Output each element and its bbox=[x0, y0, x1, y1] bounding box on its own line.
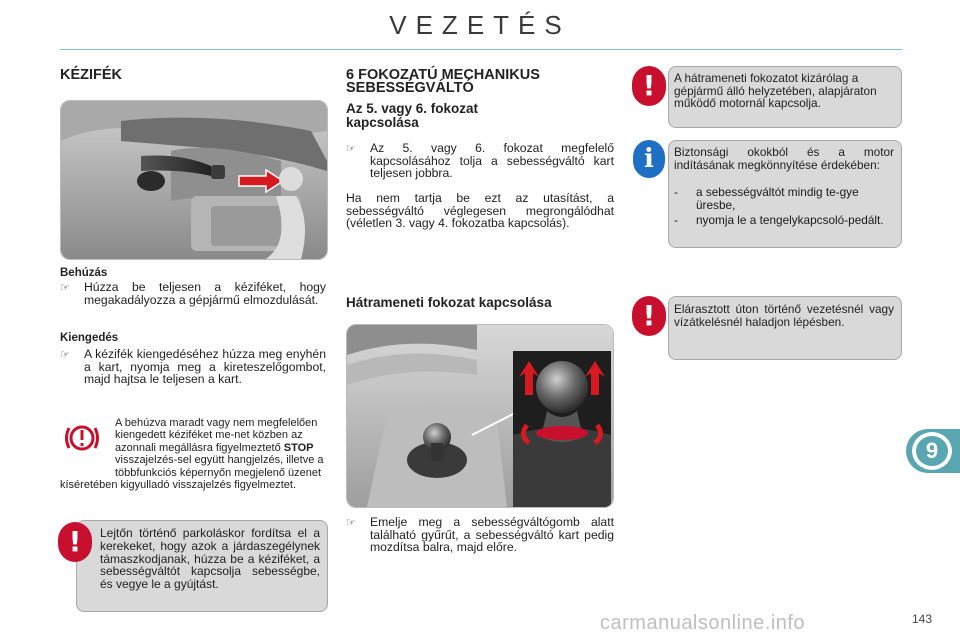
bullet-engage-text: Húzza be teljesen a kéziféket, hogy megakadályozza a gépjármű elmozdulását. bbox=[84, 280, 326, 307]
bullet-release-text: A kézifék kiengedéséhez húzza meg enyhén a kart, nyomja meg a kireteszelőgombot, majd hajtsa le teljesen a kart. bbox=[84, 347, 326, 387]
section-title-handbrake: KÉZIFÉK bbox=[60, 67, 123, 83]
info-icon: i bbox=[633, 140, 665, 178]
watermark: carmanualsonline.info bbox=[600, 612, 806, 634]
parking-warning-text: Lejtőn történő parkoláskor fordítsa el a kerekeket, hogy azok a járdaszegélynek támaszkodjanak, húzza be a kéziféket, a sebességváltót kapcsolja sebességbe, és vegye le a gyújtást. bbox=[100, 526, 320, 592]
stop-note-text-after: visszajelzés-sel együtt hangjelzés, illetve a többfunkciós képernyőn megjelenő üzenet kíséretében kigyulladó visszajelzés figyelmeztet. bbox=[60, 454, 324, 492]
safety-info-item-2-text: nyomja le a tengelykapcsoló-pedált. bbox=[696, 213, 884, 227]
list-dash: - bbox=[674, 185, 678, 199]
handbrake-illustration bbox=[61, 101, 327, 259]
stop-warning-note bbox=[60, 417, 326, 491]
safety-info-item-2 bbox=[674, 214, 896, 227]
gear-lever-illustration bbox=[347, 325, 613, 507]
subheading-5-6-gear-line1: Az 5. vagy 6. fokozat bbox=[346, 101, 479, 116]
pointing-hand-icon: ☞ bbox=[346, 143, 356, 155]
bullet-reverse-gear-text: Emelje meg a sebességváltógomb alatt található gyűrűt, a sebességváltó kart pedig mozdítsa balra, majd előre. bbox=[370, 515, 614, 555]
flood-warning-text: Elárasztott úton történő vezetésnél vagy vízátkelésnél haladjon lépésben. bbox=[674, 302, 894, 329]
pointing-hand-icon: ☞ bbox=[346, 517, 356, 529]
heading-release: Kiengedés bbox=[60, 332, 119, 344]
heading-engage: Behúzás bbox=[60, 267, 108, 279]
gear-lever-photo bbox=[346, 324, 614, 508]
bullet-5-6-gear-text: Az 5. vagy 6. fokozat megfelelő kapcsolásához tolja a sebességváltó kart teljesen jobbra. bbox=[370, 141, 614, 181]
chapter-number: 9 bbox=[916, 436, 948, 466]
bullet-5-6-gear bbox=[346, 142, 614, 180]
list-dash: - bbox=[674, 213, 678, 227]
warning-icon: ! bbox=[632, 66, 666, 106]
section-title-gearbox-line1: 6 FOKOZATÚ MECHANIKUS bbox=[346, 67, 540, 83]
gearbox-damage-paragraph: Ha nem tartja be ezt az utasítást, a sebességváltó véglegesen megrongálódhat (véletlen 3. vagy 4. fokozatba kapcsolás). bbox=[346, 191, 614, 231]
header-divider bbox=[60, 49, 902, 50]
handbrake-photo bbox=[60, 100, 328, 260]
reverse-warning-text: A hátrameneti fokozatot kizárólag a gépjármű álló helyzetében, alapjáraton működő motornál kapcsolja. bbox=[674, 71, 877, 110]
page-number: 143 bbox=[911, 612, 932, 626]
safety-info-item-1 bbox=[674, 186, 896, 211]
safety-info-item-1-text: a sebességváltót mindig te-gye üresbe, bbox=[696, 185, 859, 212]
bullet-reverse-gear bbox=[346, 516, 614, 554]
safety-info-intro: Biztonsági okokból és a motor indításának megkönnyítése érdekében: bbox=[674, 145, 894, 172]
bullet-engage bbox=[60, 281, 326, 306]
bullet-release bbox=[60, 348, 326, 386]
subheading-5-6-gear-line2: kapcsolása bbox=[346, 115, 419, 130]
stop-label: STOP bbox=[283, 441, 314, 454]
stop-note-text-before: A behúzva maradt vagy nem megfelelően kiengedett kéziféket me-net közben az azonnali megállásra figyelmeztető bbox=[115, 417, 318, 454]
warning-icon: ! bbox=[58, 522, 92, 562]
page-title: VEZETÉS bbox=[389, 10, 571, 40]
section-title-gearbox-line2: SEBESSÉGVÁLTÓ bbox=[346, 80, 474, 96]
subheading-reverse-gear: Hátrameneti fokozat kapcsolása bbox=[346, 295, 552, 310]
pointing-hand-icon: ☞ bbox=[60, 349, 70, 361]
warning-icon: ! bbox=[632, 296, 666, 336]
pointing-hand-icon: ☞ bbox=[60, 282, 70, 294]
